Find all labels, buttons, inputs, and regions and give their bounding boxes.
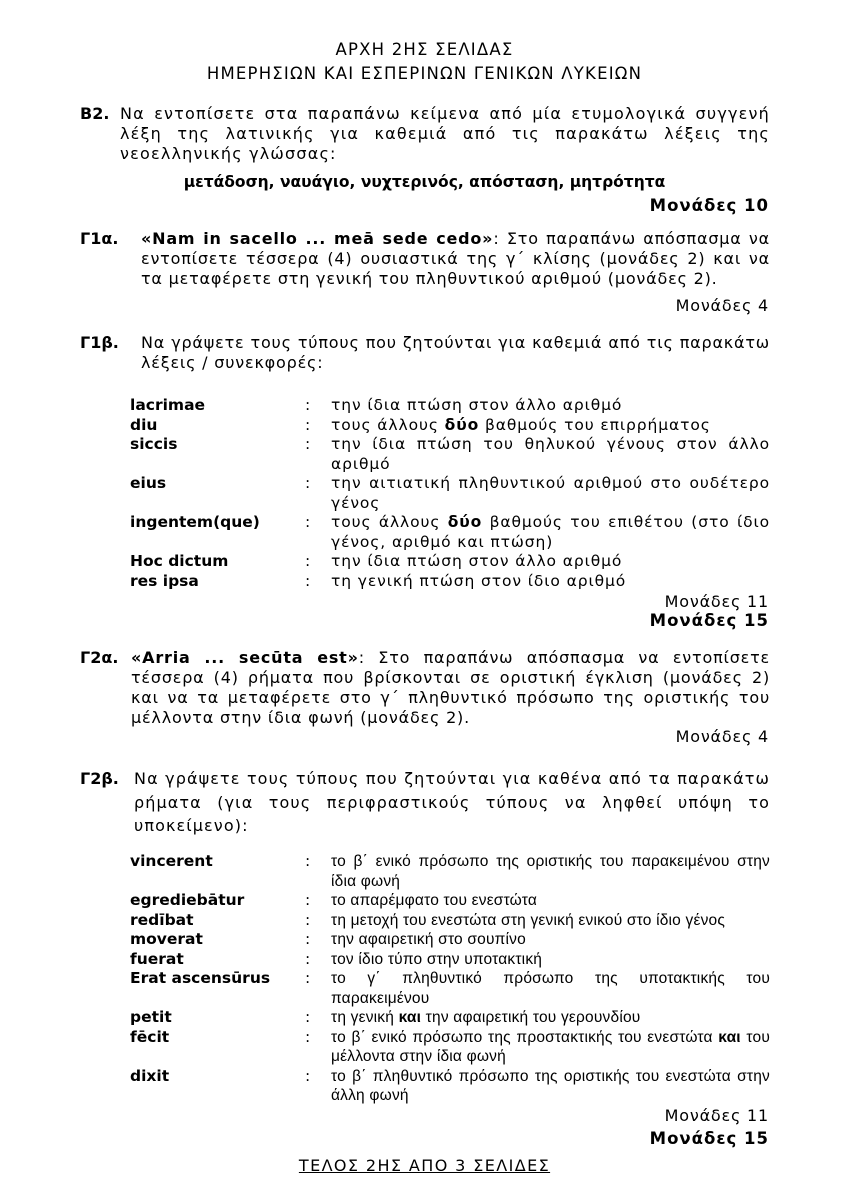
question-label: Γ1β. [80,333,119,352]
table-row [130,930,770,950]
form-description: την ίδια πτώση στον άλλο αριθμό [331,396,623,414]
table-row [130,852,770,891]
question-text: Να εντοπίσετε στα παραπάνω κείμενα από μία ετυμολογικά συγγενή λέξη της λατινικής για καθεμιά από τις παρακάτω λέξεις της νεοελληνικής γλώσσας: [120,104,770,163]
table-row [130,474,770,513]
latin-term: Erat ascensūrus [130,969,271,987]
page-end-footer: ΤΕΛΟΣ 2ΗΣ ΑΠΟ 3 ΣΕΛΙΔΕΣ [298,1156,551,1175]
points: Μονάδες 4 [675,296,769,315]
question-g2b [80,767,770,835]
separator-colon: : [305,1008,311,1026]
emphasis: και [398,1009,422,1026]
form-description: την αφαιρετική στο σουπίνο [331,931,526,948]
separator-colon: : [305,513,311,531]
form-description: τη γενική πτώση στον ίδιο αριθμό [331,571,627,590]
table-row [130,552,770,572]
points-total: Μονάδες 15 [649,611,769,630]
latin-term: fuerat [130,949,184,968]
question-text: Να γράψετε τους τύπους που ζητούνται για καθένα από τα παρακάτω ρήματα (για τους περιφραστικούς τύπους να ληφθεί υπόψη το υποκείμενο): [134,769,770,835]
table-row [130,969,770,1008]
latin-term: petit [130,1008,172,1026]
form-description: τον ίδιο τύπο στην υποτακτική [331,950,543,968]
question-text: Να γράψετε τους τύπους που ζητούνται για καθεμιά από τις παρακάτω λέξεις / συνεκφορές: [141,333,770,372]
table-row [130,513,770,552]
form-description: το β΄ ενικό πρόσωπο της οριστικής του παρακειμένου στην ίδια φωνή [331,853,770,890]
separator-colon: : [305,571,311,590]
separator-colon: : [305,1066,311,1085]
form-description: την ίδια πτώση στον άλλο αριθμό [331,552,623,570]
table-row [130,396,770,416]
points: Μονάδες 10 [649,196,769,215]
emphasis: δύο [447,513,483,531]
form-description: το απαρέμφατο του ενεστώτα [331,892,538,909]
exam-type-header: ΗΜΕΡΗΣΙΩΝ ΚΑΙ ΕΣΠΕΡΙΝΩΝ ΓΕΝΙΚΩΝ ΛΥΚΕΙΩΝ [206,64,643,83]
table-row [130,572,770,592]
page-start-header: ΑΡΧΗ 2ΗΣ ΣΕΛΙΔΑΣ [335,40,514,59]
question-text: «Nam in sacello ... meā sede cedo»: Στο παραπάνω απόσπασμα να εντοπίσετε τέσσερα (4) ουσιαστικά της γ΄ κλίσης (μονάδες 2) και να τα μεταφέρετε στη γενική του πληθυντικού αριθμού (μονάδες 2). [141,229,771,288]
separator-colon: : [305,415,311,434]
form-description: την αιτιατική πληθυντικού αριθμού στο ουδέτερο γένος [331,474,770,512]
latin-term: dixit [130,1066,170,1085]
separator-colon: : [305,910,311,929]
table-row [130,1008,770,1028]
latin-term: redībat [130,910,194,929]
latin-term: lacrimae [130,396,206,414]
separator-colon: : [305,435,311,453]
latin-term: egrediebātur [130,891,245,909]
form-description: το β΄ ενικό πρόσωπο της προστακτικής του ενεστώτα και του μέλλοντα στην ίδια φωνή [331,1028,770,1065]
points-total: Μονάδες 15 [649,1129,769,1148]
form-description: το β΄ πληθυντικό πρόσωπο της οριστικής του ενεστώτα στην άλλη φωνή [331,1067,770,1104]
question-g1b [80,333,770,375]
question-g1a [80,229,770,291]
question-text: «Arria ... secūta est»: Στο παραπάνω απόσπασμα να εντοπίσετε τέσσερα (4) ρήματα που βρίσκονται σε οριστική έγκλιση (μονάδες 2) και να τα μεταφέρετε στο γ΄ πληθυντικό πρόσωπο της οριστικής του μέλλοντα στην ίδια φωνή (μονάδες 2). [131,648,770,727]
table-row [130,950,770,970]
question-g2a [80,648,770,730]
emphasis: δύο [444,415,480,434]
forms-table-g1b [130,396,770,591]
form-description: τους άλλους δύο βαθμούς του επιρρήματος [331,415,711,434]
separator-colon: : [305,852,311,870]
latin-term: Hoc dictum [130,552,229,570]
question-label: Γ2β. [80,769,119,788]
latin-quote: «Arria ... secūta est» [131,648,359,667]
separator-colon: : [305,969,311,987]
separator-colon: : [305,552,311,570]
separator-colon: : [305,891,311,909]
separator-colon: : [305,949,311,968]
points: Μονάδες 11 [664,1106,769,1125]
points: Μονάδες 4 [675,727,769,746]
table-row [130,891,770,911]
form-description: το γ΄ πληθυντικό πρόσωπο της υποτακτικής του παρακειμένου [331,970,770,1007]
form-description: τους άλλους δύο βαθμούς του επιθέτου (στο ίδιο γένος, αριθμό και πτώση) [331,513,771,551]
question-b2 [80,104,770,166]
form-description: την ίδια πτώση του θηλυκού γένους στον άλλο αριθμό [331,435,770,473]
emphasis: και [718,1028,741,1046]
separator-colon: : [305,930,311,948]
latin-term: moverat [130,930,203,948]
question-label: Β2. [80,104,110,123]
points: Μονάδες 11 [664,592,769,611]
latin-term: res ipsa [130,571,199,590]
table-row [130,416,770,436]
form-description: τη μετοχή του ενεστώτα στη γενική ενικού στο ίδιο γένος [331,911,726,929]
latin-term: fēcit [130,1027,170,1046]
question-label: Γ2α. [80,648,119,667]
latin-term: eius [130,474,167,492]
latin-term: diu [130,415,158,434]
question-label: Γ1α. [80,229,119,248]
table-row [130,911,770,931]
latin-term: vincerent [130,852,213,870]
table-row [130,1067,770,1106]
separator-colon: : [305,396,311,414]
words-list: μετάδοση, ναυάγιο, νυχτερινός, απόσταση, μητρότητα [183,173,666,191]
latin-term: siccis [130,435,178,453]
latin-term: ingentem(que) [130,513,260,531]
table-row [130,435,770,474]
form-description: τη γενική και την αφαιρετική του γερουνδίου [331,1009,641,1026]
table-row [130,1028,770,1067]
forms-table-g2b [130,852,770,1106]
separator-colon: : [305,474,311,492]
separator-colon: : [305,1027,311,1046]
latin-quote: «Nam in sacello ... meā sede cedo» [141,229,494,248]
